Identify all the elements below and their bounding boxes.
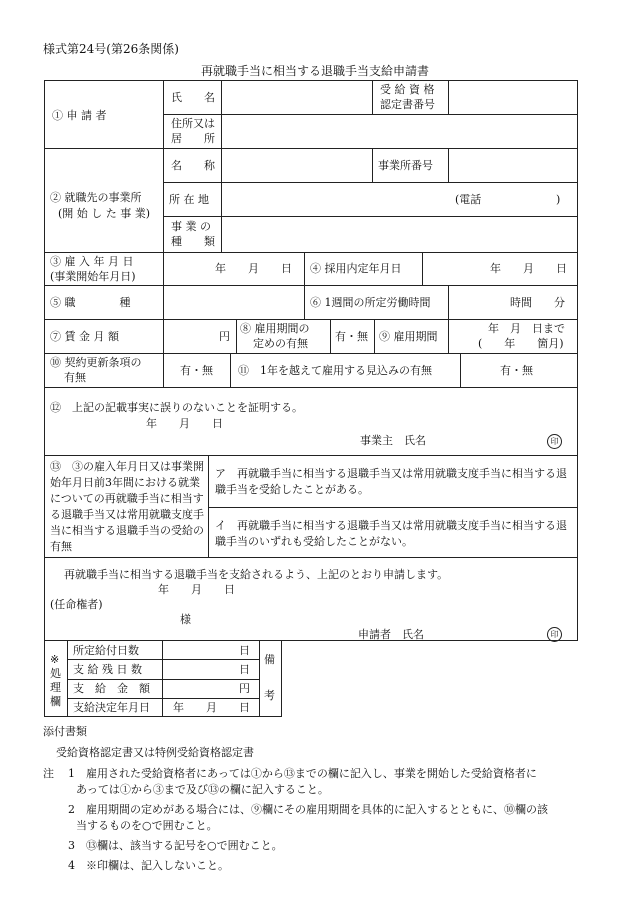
phone-open: (電話 xyxy=(455,193,482,206)
form-title: 再就職手当に相当する退職手当支給申請書 xyxy=(200,64,429,78)
over-one-year-label: ⑪ 1年を越えて雇用する見込みの有無 xyxy=(238,364,432,377)
application-date[interactable]: 年 月 日 xyxy=(158,583,235,596)
employer-label-1: ② 就職先の事業所 xyxy=(50,191,142,204)
over-one-year-choice[interactable]: 有・無 xyxy=(500,364,533,377)
certification-text: ⑫ 上記の記載事実に誤りのないことを証明する。 xyxy=(50,401,303,414)
occupation-label: ⑤ 職 種 xyxy=(50,296,131,309)
renewal-clause-label-2: 有無 xyxy=(64,371,86,384)
employer-seal-icon: 印 xyxy=(547,434,562,449)
office-number-field[interactable] xyxy=(449,149,577,182)
remaining-days-unit: 日 xyxy=(239,663,250,676)
remarks-label-2: 考 xyxy=(264,689,275,702)
notes-lead: 注 xyxy=(43,767,54,780)
attachments-title: 添付書類 xyxy=(43,725,87,738)
applicant-seal-icon: 印 xyxy=(547,627,562,642)
office-number-label: 事業所番号 xyxy=(378,159,433,172)
business-type-field[interactable] xyxy=(222,217,577,252)
company-name-field[interactable] xyxy=(222,149,371,182)
processing-mark-icon: ※ xyxy=(50,653,60,666)
applicant-label: ① 申 請 者 xyxy=(52,109,107,122)
employment-period-label: ⑨ 雇用期間 xyxy=(379,330,438,343)
employer-label-2: (開 始 し た 事 業) xyxy=(58,207,151,220)
address-label-1: 住所又は xyxy=(171,117,215,130)
employer-signature-field[interactable] xyxy=(428,430,538,450)
cert-number-label-1: 受 給 資 格 xyxy=(380,83,435,96)
note-1-line-2: あっては①から③まで及び⑬の欄に記入すること。 xyxy=(76,783,329,796)
certification-date[interactable]: 年 月 日 xyxy=(146,417,223,430)
business-type-label-2: 種 類 xyxy=(171,235,215,248)
monthly-wage-unit[interactable]: 円 xyxy=(219,330,230,343)
authority-honorific: 様 xyxy=(180,613,191,626)
weekly-hours-field[interactable]: 時間 分 xyxy=(510,296,565,309)
employment-period-length[interactable]: ( 年 箇月) xyxy=(478,337,564,350)
cert-number-label-2: 認定書番号 xyxy=(380,98,435,111)
prior-benefit-label: ⑬ ③の雇入年月日又は事業開始年月日前3年間における就業についての再就職手当に相当する退職手当又は常用就職支度手当に相当する退職手当の受給の有無 xyxy=(50,460,204,553)
offer-date-field[interactable]: 年 月 日 xyxy=(490,262,567,275)
employment-term-label-1: ⑧ 雇用期間の xyxy=(240,322,310,335)
offer-date-label: ④ 採用内定年月日 xyxy=(310,262,402,275)
payment-amount-label: 支 給 金 額 xyxy=(73,682,150,695)
prior-benefit-option-a[interactable]: ア 再就職手当に相当する退職手当又は常用就職支度手当に相当する退職手当を受給したことがある。 xyxy=(215,467,567,496)
remaining-days-label: 支 給 残 日 数 xyxy=(73,663,142,676)
applicant-name-label: 氏 名 xyxy=(171,91,215,104)
employment-period-end[interactable]: 年 月 日まで xyxy=(488,322,565,335)
processing-label-3: 欄 xyxy=(50,695,61,708)
note-2-line-2: 当するものを○で囲むこと。 xyxy=(76,819,218,832)
note-4: 4 ※印欄は、記入しないこと。 xyxy=(68,859,229,872)
applicant-name-field[interactable] xyxy=(222,81,371,114)
note-1-line-1: 1 雇用された受給資格者にあっては①から⑬までの欄に記入し、事業を開始した受給資格者に xyxy=(68,767,537,780)
hire-date-label-1: ③ 雇 入 年 月 日 xyxy=(50,255,134,268)
renewal-clause-choice[interactable]: 有・無 xyxy=(180,364,213,377)
company-name-label: 名 称 xyxy=(171,159,215,172)
renewal-clause-label-1: ⑩ 契約更新条項の xyxy=(50,356,142,369)
form-number: 様式第24号(第26条関係) xyxy=(43,42,179,56)
application-text: 再就職手当に相当する退職手当を支給されるよう、上記のとおり申請します。 xyxy=(64,568,449,581)
note-3: 3 ⑬欄は、該当する記号を○で囲むこと。 xyxy=(68,839,283,852)
note-2-line-1: 2 雇用期間の定めがある場合には、⑨欄にその雇用期間を具体的に記入するとともに、⑩欄の該 xyxy=(68,803,548,816)
cert-number-field[interactable] xyxy=(449,81,577,114)
hire-date-field[interactable]: 年 月 日 xyxy=(215,262,292,275)
employment-term-label-2: 定めの有無 xyxy=(253,337,308,350)
business-type-label-1: 事 業 の xyxy=(171,220,211,233)
appointing-authority-label: (任命権者) xyxy=(50,598,103,611)
decision-date-unit: 年 月 日 xyxy=(173,701,250,714)
prior-benefit-option-i[interactable]: イ 再就職手当に相当する退職手当又は常用就職支度手当に相当する退職手当のいずれも受給したことがない。 xyxy=(215,519,567,548)
processing-label-2: 理 xyxy=(50,681,61,694)
payment-amount-unit: 円 xyxy=(239,682,250,695)
decision-date-label: 支給決定年月日 xyxy=(73,701,150,714)
phone-close: ) xyxy=(556,193,561,206)
applicant-signature-label: 申請者 氏名 xyxy=(358,628,424,641)
employer-signature-label: 事業主 氏名 xyxy=(360,434,426,447)
employment-term-choice[interactable]: 有・無 xyxy=(335,330,368,343)
occupation-field[interactable] xyxy=(164,286,303,319)
location-label: 所 在 地 xyxy=(169,193,209,206)
remarks-label-1: 備 xyxy=(264,653,275,666)
address-field[interactable] xyxy=(222,115,577,148)
weekly-hours-label: ⑥ 1週間の所定労働時間 xyxy=(310,296,431,309)
prescribed-days-label: 所定給付日数 xyxy=(73,644,139,657)
applicant-signature-field[interactable] xyxy=(428,624,538,640)
location-field[interactable] xyxy=(222,183,577,216)
address-label-2: 居 所 xyxy=(171,132,215,145)
hire-date-label-2: (事業開始年月日) xyxy=(50,270,136,283)
prescribed-days-unit: 日 xyxy=(239,644,250,657)
monthly-wage-label: ⑦ 賃 金 月 額 xyxy=(50,330,119,343)
processing-label-1: 処 xyxy=(50,667,61,680)
attachments-item: 受給資格認定書又は特例受給資格認定書 xyxy=(56,746,254,759)
